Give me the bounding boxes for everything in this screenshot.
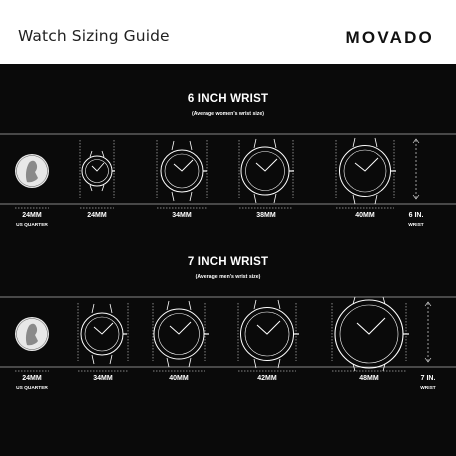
brand-logo: MOVADO xyxy=(345,28,434,47)
size-guides-6in xyxy=(15,140,394,208)
wrist-label-6in: 6 IN. xyxy=(408,212,424,219)
page-title: Watch Sizing Guide xyxy=(18,27,170,45)
watch-size-label: 38MM xyxy=(256,212,276,219)
watch-34mm-6in xyxy=(161,141,207,201)
quarter-label-7in: 24MM xyxy=(22,375,42,382)
watch-48mm-7in xyxy=(335,297,409,371)
wrist-band-6in xyxy=(0,134,456,204)
watch-42mm-7in xyxy=(241,300,300,368)
wrist-sublabel-7in: WRIST xyxy=(420,386,436,391)
wrist-label-7in: 7 IN. xyxy=(420,375,436,382)
us-quarter-coin xyxy=(15,154,49,188)
watch-size-label: 34MM xyxy=(93,375,113,382)
watch-size-label: 48MM xyxy=(359,375,379,382)
watch-38mm-6in xyxy=(241,139,294,203)
quarter-sublabel-7in: US QUARTER xyxy=(16,386,48,391)
wrist-sublabel-6in: WRIST xyxy=(408,223,424,228)
quarter-sublabel-6in: US QUARTER xyxy=(16,223,48,228)
watch-size-label: 34MM xyxy=(172,212,192,219)
watch-size-label: 24MM xyxy=(87,212,107,219)
section-title-7in: 7 INCH WRIST xyxy=(187,256,269,268)
watch-size-label: 42MM xyxy=(257,375,277,382)
watch-40mm-6in xyxy=(340,138,397,204)
us-quarter-coin-2 xyxy=(15,317,49,351)
watch-size-label: 40MM xyxy=(169,375,189,382)
watch-40mm-7in xyxy=(154,301,209,367)
watch-34mm-7in xyxy=(81,304,127,364)
section-title-6in: 6 INCH WRIST xyxy=(187,93,269,105)
watch-size-label: 40MM xyxy=(355,212,375,219)
watch-24mm-6in xyxy=(82,151,115,191)
quarter-label-6in: 24MM xyxy=(22,212,42,219)
section-subtitle-7in: (Average men's wrist size) xyxy=(195,274,261,280)
section-subtitle-6in: (Average women's wrist size) xyxy=(192,111,264,117)
